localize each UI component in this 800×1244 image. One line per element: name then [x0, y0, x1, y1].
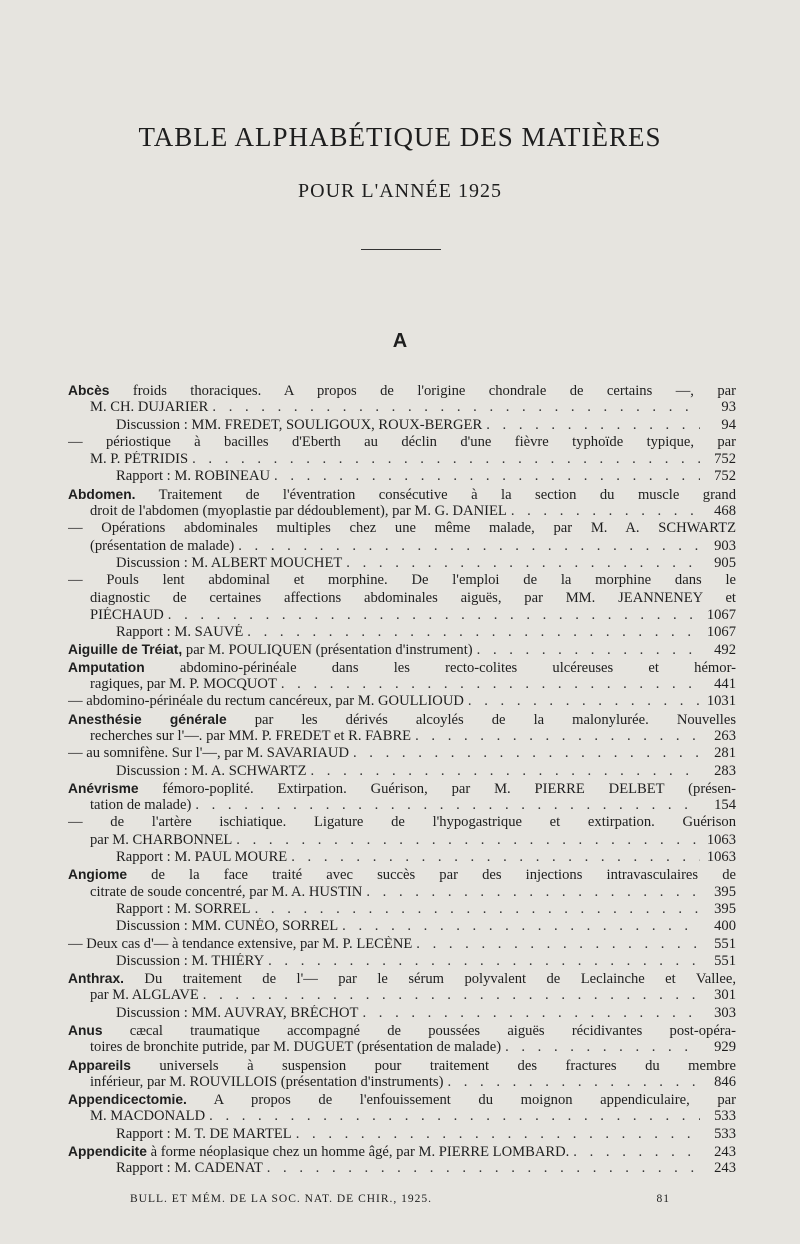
leader-dots: [168, 607, 700, 624]
index-line: [68, 451, 736, 468]
index-text: inférieur, par M. ROUVILLOIS (présentation d'instruments): [90, 1073, 444, 1090]
index-line: [68, 1039, 736, 1056]
index-text: Discussion : MM. FREDET, SOULIGOUX, ROUX-BERGER: [116, 416, 483, 433]
index-line: [68, 607, 736, 624]
index-text: à forme néoplasique chez un homme âgé, par M. PIERRE LOMBARD.: [146, 1144, 570, 1161]
index-line: [68, 486, 736, 503]
leader-dots: [255, 901, 700, 918]
section-letter: A: [392, 330, 408, 352]
index-line: [68, 987, 736, 1004]
leader-dots: [267, 1160, 700, 1177]
index-headword: Appendicectomie.: [68, 1092, 187, 1108]
page-ref: 1063: [706, 849, 736, 866]
index-line: [68, 538, 736, 555]
index-headword: Aiguille de Tréiat,: [68, 642, 183, 658]
index-line: [68, 953, 736, 970]
page-ref: 1063: [706, 831, 736, 848]
index-text: — Opérations abdominales multiples chez une même malade, par M. A. SCHWARTZ: [68, 520, 736, 537]
leader-dots: [203, 987, 700, 1004]
page-ref: 94: [721, 416, 736, 433]
index-line: [68, 1143, 736, 1160]
leader-dots: [505, 1039, 700, 1056]
leader-dots: [342, 918, 700, 935]
page-ref: 243: [714, 1160, 736, 1177]
leader-dots: [468, 693, 700, 710]
index-line: [68, 849, 736, 866]
page-ref: 441: [714, 676, 736, 693]
page-ref: 243: [714, 1144, 736, 1161]
index-line: [68, 1022, 736, 1039]
leader-dots: [573, 1144, 700, 1160]
leader-dots: [291, 849, 700, 866]
index-text: Rapport : M. PAUL MOURE: [116, 849, 288, 866]
index-text: diagnostic de certaines affections abdominales aiguës, par MM. JEANNENEY et: [90, 589, 736, 606]
page-ref: 301: [714, 987, 736, 1004]
index-line: [68, 659, 736, 676]
page-ref: 752: [714, 451, 736, 468]
leader-dots: [192, 451, 700, 468]
index-text: universels à suspension pour traitement des fractures du membre: [130, 1057, 736, 1074]
index-text: citrate de soude concentré, par M. A. HUSTIN: [90, 883, 363, 900]
leader-dots: [447, 1074, 700, 1091]
index-text: cæcal traumatique accompagné de poussées aiguës récidivantes post-opéra-: [102, 1022, 736, 1039]
footer-page-number: 81: [656, 1193, 670, 1205]
index-line: [68, 797, 736, 814]
index-text: Rapport : M. ROBINEAU: [116, 468, 271, 485]
page-ref: 93: [721, 399, 736, 416]
index-text: par M. POULIQUEN (présentation d'instrument): [182, 642, 473, 659]
page-ref: 551: [714, 952, 736, 969]
index-headword: Appendicite: [68, 1144, 147, 1160]
page-ref: 533: [714, 1108, 736, 1125]
index-line: [68, 918, 736, 935]
index-text: tation de malade): [90, 797, 192, 814]
index-headword: Abdomen.: [68, 486, 136, 502]
leader-dots: [353, 745, 700, 762]
index-headword: Anthrax.: [68, 971, 124, 987]
index-text: recherches sur l'—. par MM. P. FREDET et R. FABRE: [90, 727, 412, 744]
title-rule: [361, 249, 441, 250]
index-text: Rapport : M. SAUVÉ: [116, 624, 244, 641]
index-text: Discussion : M. ALBERT MOUCHET: [116, 554, 343, 571]
leader-dots: [346, 555, 700, 572]
index-text: ragiques, par M. P. MOCQUOT: [90, 676, 277, 693]
leader-dots: [281, 676, 700, 693]
index-text: A propos de l'enfouissement du moignon appendiculaire, par: [186, 1092, 736, 1109]
page-ref: 283: [714, 762, 736, 779]
leader-dots: [486, 417, 700, 434]
leader-dots: [238, 538, 700, 555]
index-line: [68, 624, 736, 641]
page-footer: [130, 1193, 670, 1205]
index-line: [68, 866, 736, 883]
leader-dots: [362, 1005, 700, 1022]
page-ref: 395: [714, 883, 736, 900]
index-line: [68, 1074, 736, 1091]
index-text: M. CH. DUJARIER: [90, 399, 209, 416]
index-line: [68, 970, 736, 987]
page-ref: 492: [714, 642, 736, 659]
index-line: [68, 1091, 736, 1108]
leader-dots: [296, 1126, 700, 1143]
page-ref: 281: [714, 745, 736, 762]
index-text: M. P. PÉTRIDIS: [90, 451, 189, 468]
index-text: Discussion : MM. AUVRAY, BRÉCHOT: [116, 1004, 359, 1021]
index-text: fémoro-poplité. Extirpation. Guérison, par M. PIERRE DELBET (présen-: [138, 780, 736, 797]
index-headword: Anus: [68, 1022, 103, 1038]
page-ref: 752: [714, 468, 736, 485]
leader-dots: [366, 884, 700, 901]
index-text: PIÉCHAUD: [90, 606, 164, 623]
page-ref: 846: [714, 1073, 736, 1090]
index-headword: Angiome: [68, 867, 128, 883]
index-line: [68, 1057, 736, 1074]
index-text: Traitement de l'éventration consécutive à la section du muscle grand: [135, 486, 736, 503]
index-text: Discussion : M. A. SCHWARTZ: [116, 762, 307, 779]
index-line: [68, 590, 736, 607]
index-headword: Anévrisme: [68, 780, 139, 796]
index-headword: Abcès: [68, 383, 110, 398]
index-line: [68, 382, 736, 399]
page-ref: 903: [714, 537, 736, 554]
index-line: [68, 693, 736, 710]
index-text: — périostique à bacilles d'Eberth au déclin d'une fièvre typhoïde typique, par: [68, 433, 736, 450]
index-line: [68, 832, 736, 849]
leader-dots: [268, 953, 700, 970]
index-line: [68, 1160, 736, 1177]
page-ref: 905: [714, 554, 736, 571]
index-text: par M. ALGLAVE: [90, 987, 199, 1004]
leader-dots: [310, 763, 700, 780]
index-line: [68, 1126, 736, 1143]
index-line: [68, 399, 736, 416]
index-text: [68, 641, 473, 658]
index-line: [68, 711, 736, 728]
leader-dots: [209, 1108, 700, 1125]
index-text: par M. CHARBONNEL: [90, 831, 233, 848]
index-line: [68, 763, 736, 780]
index-headword: Appareils: [68, 1057, 131, 1073]
page-ref: 263: [714, 727, 736, 744]
index-text: Du traitement de l'— par le sérum polyvalent de Leclainche et Vallee,: [123, 971, 736, 988]
leader-dots: [511, 503, 700, 520]
leader-dots: [212, 399, 700, 416]
index-text: [68, 1143, 569, 1160]
index-line: [68, 780, 736, 797]
leader-dots: [236, 832, 700, 849]
leader-dots: [415, 728, 700, 745]
page-ref: 929: [714, 1039, 736, 1056]
page-ref: 533: [714, 1125, 736, 1142]
index-line: [68, 884, 736, 901]
index-text: Rapport : M. T. DE MARTEL: [116, 1125, 292, 1142]
index-text: M. MACDONALD: [90, 1108, 206, 1125]
index-line: [68, 936, 736, 953]
leader-dots: [274, 468, 700, 485]
footer-journal: BULL. ET MÉM. DE LA SOC. NAT. DE CHIR., 1925.: [130, 1193, 433, 1205]
page-subtitle: POUR L'ANNÉE 1925: [298, 180, 502, 202]
page-ref: 154: [714, 797, 736, 814]
index-text: froids thoraciques. A propos de l'origine chondrale de certains —, par: [109, 383, 736, 399]
index-headword: Amputation: [68, 659, 145, 675]
index-text: — Deux cas d'— à tendance extensive, par M. P. LECÈNE: [68, 935, 413, 952]
index-line: [68, 555, 736, 572]
leader-dots: [195, 797, 700, 814]
index-line: [68, 901, 736, 918]
index-text: — au somnifène. Sur l'—, par M. SAVARIAUD: [68, 745, 349, 762]
index-line: [68, 503, 736, 520]
index-text: — de l'artère ischiatique. Ligature de l'hypogastrique et extirpation. Guérison: [68, 814, 736, 831]
index-text: Discussion : M. THIÉRY: [116, 952, 265, 969]
index-line: [68, 676, 736, 693]
index-text: droit de l'abdomen (myoplastie par dédoublement), par M. G. DANIEL: [90, 503, 507, 520]
leader-dots: [416, 936, 700, 953]
index-line: [68, 572, 736, 589]
index-line: [68, 417, 736, 434]
index-headword: Anesthésie générale: [68, 711, 227, 727]
index-text: par les dérivés alcoylés de la malonylurée. Nouvelles: [226, 711, 736, 728]
page-ref: 551: [714, 935, 736, 952]
index-text: Rapport : M. CADENAT: [116, 1160, 263, 1177]
page-ref: 400: [714, 918, 736, 935]
index-line: [68, 1108, 736, 1125]
page-title: TABLE ALPHABÉTIQUE DES MATIÈRES: [138, 122, 662, 152]
index-text: abdomino-périnéale dans les recto-colites ulcéreuses et hémor-: [144, 659, 736, 676]
index-line: [68, 745, 736, 762]
index-line: [68, 434, 736, 451]
page-ref: 1067: [706, 624, 736, 641]
page-ref: 468: [714, 503, 736, 520]
index-text: — abdomino-périnéale du rectum cancéreux, par M. GOULLIOUD: [68, 693, 464, 710]
page-ref: 1031: [706, 693, 736, 710]
index-text: Discussion : MM. CUNÉO, SORREL: [116, 918, 339, 935]
index-text: de la face traité avec succès par des injections intravasculaires de: [127, 867, 736, 884]
index-line: [68, 1005, 736, 1022]
index-text: toires de bronchite putride, par M. DUGUET (présentation de malade): [90, 1039, 502, 1056]
page-ref: 395: [714, 900, 736, 917]
page-ref: 303: [714, 1004, 736, 1021]
index-line: [68, 728, 736, 745]
index-text: Rapport : M. SORREL: [116, 900, 251, 917]
index-line: [68, 468, 736, 485]
index-line: [68, 814, 736, 831]
leader-dots: [247, 624, 700, 641]
index-line: [68, 520, 736, 537]
leader-dots: [477, 642, 700, 658]
index-list: [68, 382, 736, 1178]
index-line: [68, 641, 736, 658]
page-ref: 1067: [706, 606, 736, 623]
index-text: — Pouls lent abdominal et morphine. De l'emploi de la morphine dans le: [68, 572, 736, 589]
index-text: (présentation de malade): [90, 537, 235, 554]
